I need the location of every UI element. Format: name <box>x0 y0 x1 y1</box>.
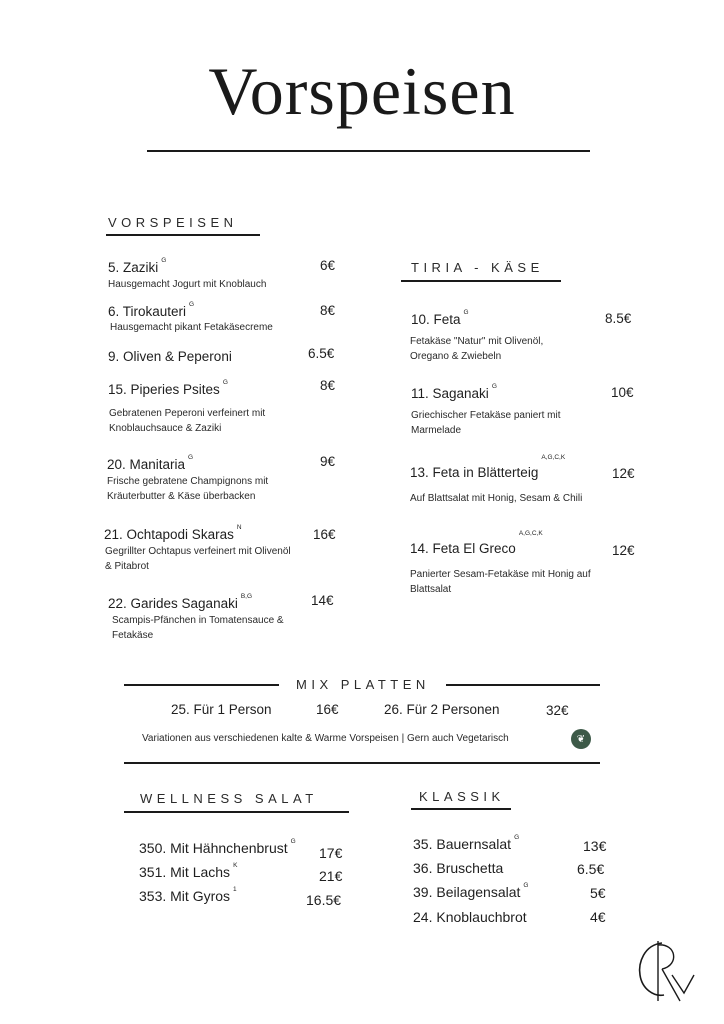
page-title: Vorspeisen <box>208 53 516 129</box>
menu-item <box>108 348 232 366</box>
item-name: 24. Knoblauchbrot <box>413 909 527 925</box>
item-name: 13. Feta in Blätterteig <box>410 465 539 480</box>
item-price: 12€ <box>612 543 635 558</box>
allergen-code: G <box>514 834 520 841</box>
section-heading-wellness: WELLNESS SALAT <box>140 791 318 806</box>
section-underline-vorspeisen <box>106 234 260 236</box>
menu-item <box>410 454 566 482</box>
menu-item <box>410 530 543 558</box>
item-description: Griechischer Fetakäse paniert mit Marmelade <box>411 410 561 436</box>
item-price: 8€ <box>320 303 336 318</box>
item-description: Fetakäse "Natur" mit Olivenöl, Oregano & Zwiebeln <box>410 336 544 362</box>
menu-item <box>139 840 296 858</box>
allergen-code: K <box>233 862 238 869</box>
mix-rule-right <box>446 684 600 686</box>
item-name: 14. Feta El Greco <box>410 541 516 556</box>
mix-note: Variationen aus verschiedenen kalte & Warme Vorspeisen | Gern auch Vegetarisch <box>142 733 509 744</box>
allergen-code: G <box>463 309 469 316</box>
item-name: 350. Mit Hähnchenbrust <box>139 840 288 856</box>
item-description: Hausgemacht Jogurt mit Knoblauch <box>108 279 267 290</box>
menu-item <box>413 860 503 878</box>
item-description: Gebratenen Peperoni verfeinert mit Knoblauchsauce & Zaziki <box>109 408 266 434</box>
section-heading-mix: MIX PLATTEN <box>296 677 430 692</box>
mix-item-1-price: 16€ <box>316 702 339 717</box>
item-price: 14€ <box>311 593 334 608</box>
mix-bottom-rule <box>124 762 600 764</box>
item-name: 36. Bruschetta <box>413 860 504 876</box>
allergen-code: G <box>161 257 167 264</box>
menu-item <box>413 909 527 927</box>
allergen-code: A,G,C,K <box>541 454 566 461</box>
item-price: 16.5€ <box>306 892 342 908</box>
allergen-code: 1 <box>233 886 237 893</box>
item-price: 8.5€ <box>605 311 632 326</box>
item-price: 13€ <box>583 838 607 854</box>
item-description: Auf Blattsalat mit Honig, Sesam & Chili <box>410 493 583 504</box>
menu-item <box>108 381 228 399</box>
item-name: 21. Ochtapodi Skaras <box>104 527 234 542</box>
menu-item <box>139 888 237 906</box>
item-name: 39. Beilagensalat <box>413 884 521 900</box>
menu-item <box>413 836 519 854</box>
item-description: Gegrillter Ochtapus verfeinert mit Olivenöl & Pitabrot <box>105 546 291 572</box>
item-description: Frische gebratene Champignons mit Kräuterbutter & Käse überbacken <box>107 476 269 502</box>
item-price: 6.5€ <box>308 346 335 361</box>
item-price: 10€ <box>611 385 634 400</box>
section-underline-klassik <box>411 808 511 810</box>
section-underline-tiria <box>401 280 561 282</box>
allergen-code: G <box>188 454 194 461</box>
mix-item-2-price: 32€ <box>546 703 569 718</box>
menu-item <box>411 385 497 403</box>
section-heading-tiria: TIRIA - KÄSE <box>411 260 544 275</box>
section-underline-wellness <box>124 811 349 813</box>
menu-item <box>108 259 166 277</box>
allergen-code: G <box>222 379 228 386</box>
menu-item <box>108 303 194 321</box>
item-description: Scampis-Pfänchen in Tomatensauce & Fetakäse <box>112 615 284 641</box>
item-price: 21€ <box>319 868 343 884</box>
menu-item <box>411 311 469 329</box>
section-heading-vorspeisen: VORSPEISEN <box>108 215 238 230</box>
mix-rule-left <box>124 684 279 686</box>
item-price: 8€ <box>320 378 336 393</box>
veggie-leaf-icon: ❦ <box>571 729 591 749</box>
monogram-logo-icon <box>632 935 702 1005</box>
item-price: 5€ <box>590 885 606 901</box>
item-price: 4€ <box>590 909 606 925</box>
allergen-code: G <box>290 838 296 845</box>
item-description: Hausgemacht pikant Fetakäsecreme <box>110 322 273 333</box>
item-price: 16€ <box>313 527 336 542</box>
allergen-code: A,G,C,K <box>518 530 543 537</box>
item-name: 10. Feta <box>411 312 461 327</box>
mix-item-2-name: 26. Für 2 Personen <box>384 702 500 717</box>
item-name: 5. Zaziki <box>108 260 159 275</box>
menu-item <box>108 595 252 613</box>
item-name: 20. Manitaria <box>107 457 186 472</box>
item-price: 12€ <box>612 466 635 481</box>
item-name: 6. Tirokauteri <box>108 304 187 319</box>
allergen-code: G <box>491 383 497 390</box>
menu-item <box>139 864 237 882</box>
item-name: 22. Garides Saganaki <box>108 596 238 611</box>
item-price: 6.5€ <box>577 861 605 877</box>
menu-item <box>413 884 528 902</box>
item-name: 35. Bauernsalat <box>413 836 512 852</box>
item-name: 15. Piperies Psites <box>108 382 220 397</box>
item-price: 9€ <box>320 454 336 469</box>
allergen-code: B,G <box>240 593 253 600</box>
item-name: 351. Mit Lachs <box>139 864 231 880</box>
item-name: 353. Mit Gyros <box>139 888 231 904</box>
item-price: 6€ <box>320 258 336 273</box>
section-heading-klassik: KLASSIK <box>419 789 505 804</box>
allergen-code: G <box>523 882 529 889</box>
menu-item <box>104 526 242 544</box>
allergen-code: N <box>236 524 242 531</box>
item-name: 9. Oliven & Peperoni <box>108 349 232 364</box>
item-price: 17€ <box>319 845 343 861</box>
item-description: Panierter Sesam-Fetakäse mit Honig auf Blattsalat <box>410 569 591 595</box>
menu-item <box>107 456 193 474</box>
title-underline <box>147 150 590 152</box>
allergen-code: G <box>189 301 195 308</box>
item-name: 11. Saganaki <box>411 386 489 401</box>
mix-item-1-name: 25. Für 1 Person <box>171 702 272 717</box>
